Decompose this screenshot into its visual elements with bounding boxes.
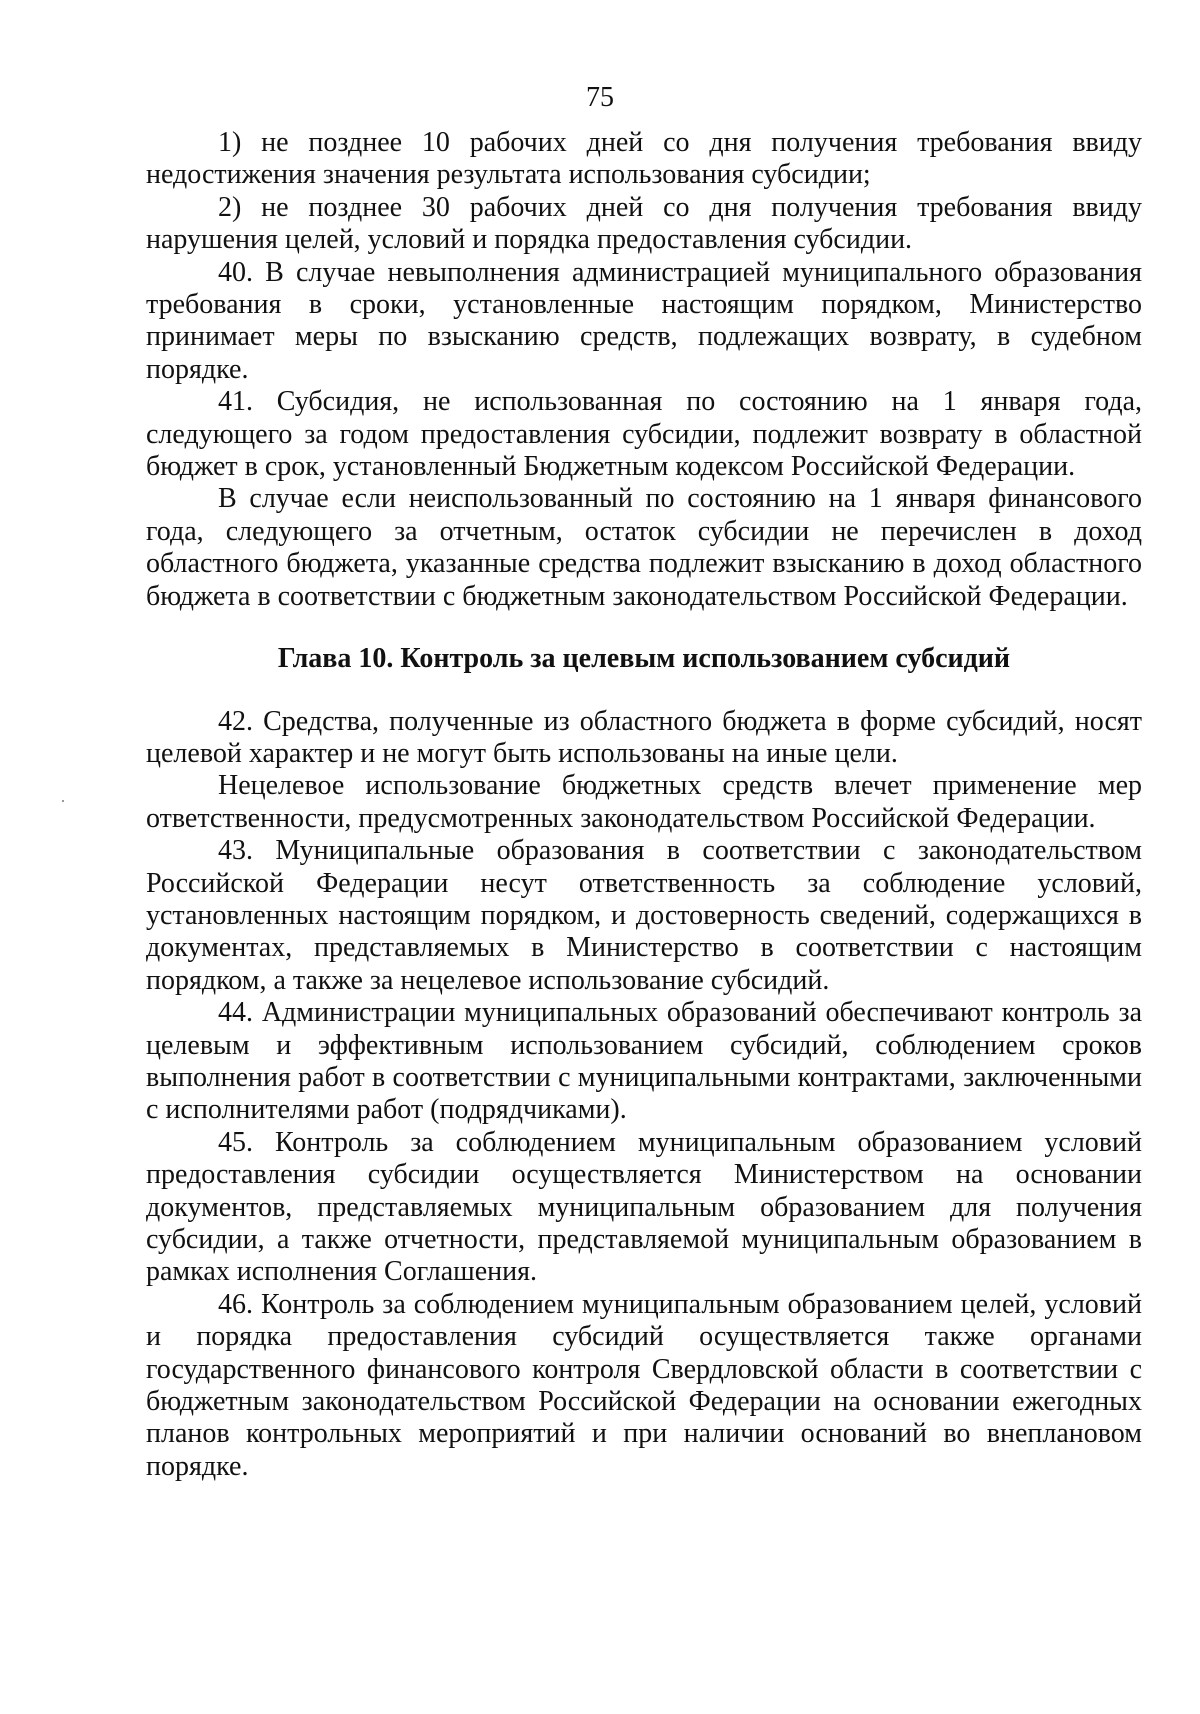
- paragraph-42: 42. Средства, полученные из областного бюджета в форме субсидий, носят целевой характер и не могут быть использованы на иные цели.: [146, 705, 1142, 769]
- scan-speck: [62, 800, 64, 802]
- paragraph-item-2: 2) не позднее 30 рабочих дней со дня получения требования ввиду нарушения целей, условий и порядка предоставления субсидии.: [146, 191, 1142, 256]
- paragraph-item-1: 1) не позднее 10 рабочих дней со дня получения требования ввиду недостижения значения результата использования субсидии;: [146, 127, 1142, 191]
- paragraph-42-continuation: Нецелевое использование бюджетных средств влечет применение мер ответственности, предусмотренных законодательством Российской Федерации.: [146, 770, 1142, 834]
- document-body: [146, 127, 1142, 1483]
- chapter-heading: Глава 10. Контроль за целевым использованием субсидий: [277, 643, 1011, 675]
- paragraph-40: 40. В случае невыполнения администрацией муниципального образования требования в сроки, установленные настоящим порядком, Министерство принимает меры по взысканию средств, подлежащих возврату, в судебном порядке.: [146, 256, 1142, 385]
- paragraph-46: 46. Контроль за соблюдением муниципальным образованием целей, условий и порядка предоставления субсидий осуществляется также органами государственного финансового контроля Свердловской области в соответствии с бюджетным законодательством Российской Федерации на основании ежегодных планов контрольных мероприятий и при наличии оснований во внеплановом порядке.: [146, 1288, 1142, 1482]
- page-number: 75: [586, 82, 614, 113]
- paragraph-41-continuation: В случае если неиспользованный по состоянию на 1 января финансового года, следующего за отчетным, остаток субсидии не перечислен в доход областного бюджета, указанные средства подлежит взысканию в доход областного бюджета в соответствии с бюджетным законодательством Российской Федерации.: [146, 483, 1142, 612]
- paragraph-43: 43. Муниципальные образования в соответствии с законодательством Российской Федерации несут ответственность за соблюдение условий, установленных настоящим порядком, и достоверность сведений, содержащихся в документах, представляемых в Министерство в соответствии с настоящим порядком, а также за нецелевое использование субсидий.: [146, 835, 1142, 996]
- paragraph-44: 44. Администрации муниципальных образований обеспечивают контроль за целевым и эффективным использованием субсидий, соблюдением сроков выполнения работ в соответствии с муниципальными контрактами, заключенными с исполнителями работ (подрядчиками).: [146, 997, 1142, 1126]
- paragraph-41: 41. Субсидия, не использованная по состоянию на 1 января года, следующего за годом предоставления субсидии, подлежит возврату в областной бюджет в срок, установленный Бюджетным кодексом Российской Федерации.: [146, 386, 1142, 483]
- paragraph-45: 45. Контроль за соблюдением муниципальным образованием условий предоставления субсидии осуществляется Министерством на основании документов, представляемых муниципальным образованием для получения субсидии, а также отчетности, представляемой муниципальным образованием в рамках исполнения Соглашения.: [146, 1126, 1142, 1288]
